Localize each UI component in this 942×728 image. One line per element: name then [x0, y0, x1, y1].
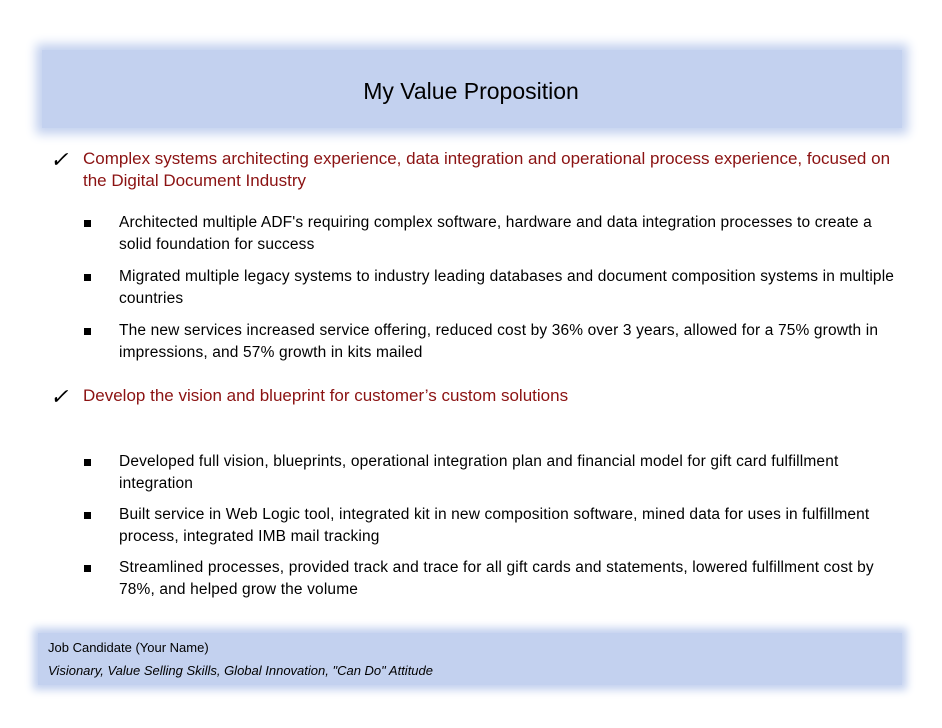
bullet-text: Streamlined processes, provided track and trace for all gift cards and statements, lowered fulfillment cost by 78%, and helped grow the volume	[119, 559, 874, 598]
bullet-text: Architected multiple ADF's requiring complex software, hardware and data integration processes to create a solid foundation for success	[119, 214, 872, 253]
bullet-text: Migrated multiple legacy systems to industry leading databases and document composition systems in multiple countries	[119, 268, 895, 307]
section-heading: Complex systems architecting experience, data integration and operational process experience, focused on the Digital Document Industry	[83, 149, 891, 190]
square-bullet-icon	[84, 459, 91, 466]
square-bullet-icon	[84, 565, 91, 572]
candidate-tagline: Visionary, Value Selling Skills, Global Innovation, "Can Do" Attitude	[48, 663, 433, 678]
list-item	[50, 266, 900, 309]
section-heading: Develop the vision and blueprint for customer’s custom solutions	[83, 386, 569, 405]
page-title: My Value Proposition	[363, 78, 579, 104]
bullet-text: The new services increased service offering, reduced cost by 36% over 3 years, allowed for a 75% growth in impressions, and 57% growth in kits mailed	[119, 322, 879, 361]
square-bullet-icon	[84, 274, 91, 281]
square-bullet-icon	[84, 220, 91, 227]
list-item	[50, 504, 900, 547]
list-item	[50, 320, 900, 363]
candidate-name: Job Candidate (Your Name)	[48, 640, 209, 655]
checkmark-icon: ✓	[50, 385, 69, 410]
checkmark-icon: ✓	[50, 148, 69, 173]
list-item	[50, 212, 900, 255]
section-2	[50, 385, 900, 410]
section-1	[50, 148, 900, 192]
square-bullet-icon	[84, 512, 91, 519]
square-bullet-icon	[84, 328, 91, 335]
bullet-text: Developed full vision, blueprints, operational integration plan and financial model for gift card fulfillment integration	[119, 453, 839, 492]
list-item	[50, 557, 900, 600]
bullet-text: Built service in Web Logic tool, integrated kit in new composition software, mined data for uses in fulfillment process, integrated IMB mail tracking	[119, 506, 870, 545]
list-item	[50, 451, 900, 494]
